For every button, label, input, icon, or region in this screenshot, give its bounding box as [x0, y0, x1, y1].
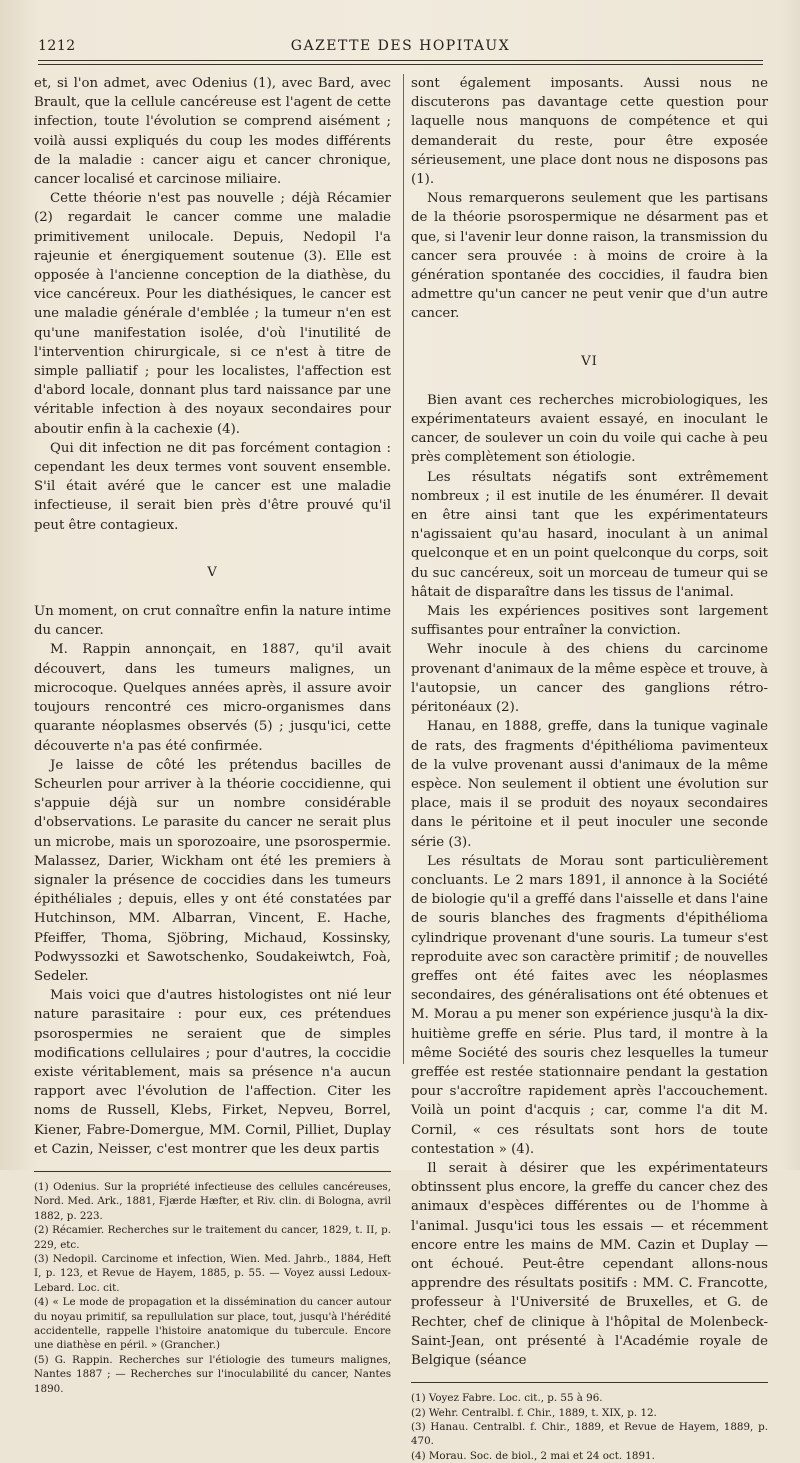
footnote: (4) « Le mode de propagation et la dissémination du cancer autour du noyau primitif, sa repullulation sur place, tout, jusqu'à l'hérédité accidentelle, rappelle l'histoire anatomique du tubercule. Encore une diathèse en péril. » (Grancher.) — [34, 1296, 391, 1352]
section-heading-v: V — [207, 564, 218, 580]
footnote-rule — [34, 1171, 391, 1172]
footnote: (2) Récamier. Recherches sur le traitement du cancer, 1829, t. II, p. 229, etc. — [34, 1224, 391, 1251]
paragraph: Mais les expériences positives sont largement suffisantes pour entraîner la conviction. — [411, 604, 768, 639]
paragraph: Hanau, en 1888, greffe, dans la tunique vaginale de rats, des fragments d'épithélioma pavimenteux de la vulve provenant aussi d'animaux de la même espèce. Non seulement il obtient une évolution sur place, mais il se produit des noyaux secondaires dans le péritoine et il peut inoculer une seconde série (3). — [411, 719, 768, 850]
paragraph: Nous remarquerons seulement que les partisans de la théorie psorospermique ne désarment pas et que, si l'avenir leur donne raison, la transmission du cancer sera prouvée : à moins de croire à la génération spontanée des coccidies, il faudra bien admettre qu'un cancer ne peut venir que d'un autre cancer. — [411, 191, 768, 322]
paragraph: Je laisse de côté les prétendus bacilles de Scheurlen pour arriver à la théorie coccidienne, qui s'appuie déjà sur un nombre considérable d'observations. Le parasite du cancer ne serait plus un microbe, mais un sporozoaire, une psorospermie. Malassez, Darier, Wickham ont été les premiers à signaler la présence de coccidies dans les tumeurs épithéliales ; depuis, elles y ont été constatées par Hutchinson, MM. Albarran, Vincent, E. Hache, Pfeiffer, Thoma, Sjöbring, Michaud, Kossinsky, Podwyssozki et Sawotschenko, Soudakeiwtch, Foà, Sedeler. — [34, 757, 391, 984]
running-title: GAZETTE DES HOPITAUX — [290, 38, 511, 54]
paragraph: M. Rappin annonçait, en 1887, qu'il avait découvert, dans les tumeurs malignes, un microcoque. Quelques années après, il assure avoir toujours rencontré ces micro-organismes dans quarante néoplasmes observés (5) ; jusqu'ici, cette découverte n'a pas été confirmée. — [34, 642, 391, 754]
footnote: (3) Hanau. Centralbl. f. Chir., 1889, et Revue de Hayem, 1889, p. 470. — [411, 1421, 768, 1448]
paragraph: Bien avant ces recherches microbiologiques, les expérimentateurs avaient essayé, en inoculant le cancer, de soulever un coin du voile qui cache à peu près complètement son étiologie. — [411, 392, 768, 466]
header-rule-top — [38, 60, 763, 61]
paragraph: Wehr inocule à des chiens du carcinome provenant d'animaux de la même espèce et trouve, à l'autopsie, un cancer des ganglions rétro-péritonéaux (2). — [411, 642, 768, 716]
paragraph: Cette théorie n'est pas nouvelle ; déjà Récamier (2) regardait le cancer comme une maladie primitivement unilocale. Depuis, Nedopil l'a rajeunie et énergiquement soutenue (3). Elle est opposée à l'ancienne conception de la diathèse, du vice cancéreux. Pour les diathésiques, le cancer est une maladie générale d'emblée ; la tumeur n'en est qu'une manifestation isolée, d'où l'inutilité de l'intervention chirurgicale, si ce n'est à titre de simple palliatif ; pour les localistes, l'affection est d'abord locale, donnant plus tard naissance par une véritable infection à des noyaux secondaires pour aboutir enfin à la cachexie (4). — [34, 191, 391, 437]
footnote-rule — [411, 1382, 768, 1383]
section-heading-vi: VI — [581, 353, 598, 369]
page-header — [38, 38, 763, 60]
footnote: (3) Nedopil. Carcinome et infection, Wien. Med. Jahrb., 1884, Heft I, p. 123, et Revue de Hayem, 1885, p. 55. — Voyez aussi Ledoux-Lebard. Loc. cit. — [34, 1253, 391, 1294]
paragraph: Mais voici que d'autres histologistes ont nié leur nature parasitaire : pour eux, ces prétendues psorospermies ne seraient que de simples modifications cellulaires ; pour d'autres, la coccidie existe véritablement, mais sa présence n'a aucun rapport avec l'évolution de l'affection. Citer les noms de Russell, Klebs, Firket, Nepveu, Borrel, Kiener, Fabre-Domergue, MM. Cornil, Pilliet, Duplay et Cazin, Neisser, c'est montrer que les deux partis — [34, 988, 391, 1157]
right-column — [411, 74, 768, 1463]
left-column — [34, 74, 391, 1396]
paragraph: et, si l'on admet, avec Odenius (1), avec Bard, avec Brault, que la cellule cancéreuse est l'agent de cette infection, toute l'évolution se comprend aisément ; voilà aussi expliqués du coup les modes différents de la maladie : cancer aigu et cancer chronique, cancer localisé et carcinose miliaire. — [34, 76, 391, 188]
paragraph: Il serait à désirer que les expérimentateurs obtinssent plus encore, la greffe du cancer chez des animaux d'espèces différentes ou de l'homme à l'animal. Jusqu'ici tous les essais — et récemment encore entre les mains de MM. Cazin et Duplay — ont échoué. Peut-être cependant allons-nous apprendre des résultats positifs : MM. C. Francotte, professeur à l'Université de Bruxelles, et G. de Rechter, chef de clinique à l'hôpital de Molenbeck-Saint-Jean, ont présenté à l'Académie royale de Belgique (séance — [411, 1160, 768, 1368]
footnotes — [411, 1391, 768, 1463]
paragraph: Qui dit infection ne dit pas forcément contagion : cependant les deux termes vont souvent ensemble. S'il était avéré que le cancer est une maladie infectieuse, il serait bien près d'être prouvé qu'il peut être contagieux. — [34, 440, 391, 533]
footnote: (5) G. Rappin. Recherches sur l'étiologie des tumeurs malignes, Nantes 1887 ; — Recherches sur l'inoculabilité du cancer, Nantes 1890. — [34, 1353, 391, 1395]
page-number: 1212 — [38, 38, 76, 54]
header-rule-bottom — [38, 64, 763, 65]
column-divider — [403, 74, 404, 1064]
paragraph: sont également imposants. Aussi nous ne discuterons pas davantage cette question pour laquelle nous manquons de compétence et qui demanderait du reste, pour être exposée sérieusement, une place dont nous ne disposons pas (1). — [411, 76, 768, 188]
paragraph: Un moment, on crut connaître enfin la nature intime du cancer. — [34, 604, 391, 639]
paragraph: Les résultats de Morau sont particulièrement concluants. Le 2 mars 1891, il annonce à la Société de biologie qu'il a greffé dans l'aisselle et dans l'aine de souris blanches des fragments d'épithélioma cylindrique provenant d'une souris. La tumeur s'est reproduite avec son caractère primitif ; de nouvelles greffes ont été faites avec les néoplasmes secondaires, des généralisations ont été obtenues et M. Morau a pu mener son expérience jusqu'à la dix-huitième greffe en série. Plus tard, il montre à la même Société des souris chez lesquelles la tumeur greffée est restée stationnaire pendant la gestation pour s'accroître rapidement après l'accouchement. Voilà un point d'acquis ; car, comme l'a dit M. Cornil, « ces résultats sont hors de toute contestation » (4). — [411, 853, 768, 1157]
footnote: (1) Odenius. Sur la propriété infectieuse des cellules cancéreuses, Nord. Med. Ark., 1881, Fjærde Hæfter, et Riv. clin. di Bologna, avril 1882, p. 223. — [34, 1180, 391, 1222]
paragraph: Les résultats négatifs sont extrêmement nombreux ; il est inutile de les énumérer. Il devait en être ainsi tant que les expérimentateurs n'agissaient qu'au hasard, inoculant à un animal quelconque et en un point quelconque du corps, soit du suc cancéreux, soit un morceau de tumeur qui se hâtait de disparaître dans les tissus de l'animal. — [411, 469, 768, 600]
footnote: (2) Wehr. Centralbl. f. Chir., 1889, t. XIX, p. 12. — [411, 1406, 657, 1419]
footnotes — [34, 1180, 391, 1396]
footnote: (4) Morau. Soc. de biol., 2 mai et 24 oct. 1891. — [411, 1449, 655, 1462]
footnote: (1) Voyez Fabre. Loc. cit., p. 55 à 96. — [411, 1392, 603, 1405]
